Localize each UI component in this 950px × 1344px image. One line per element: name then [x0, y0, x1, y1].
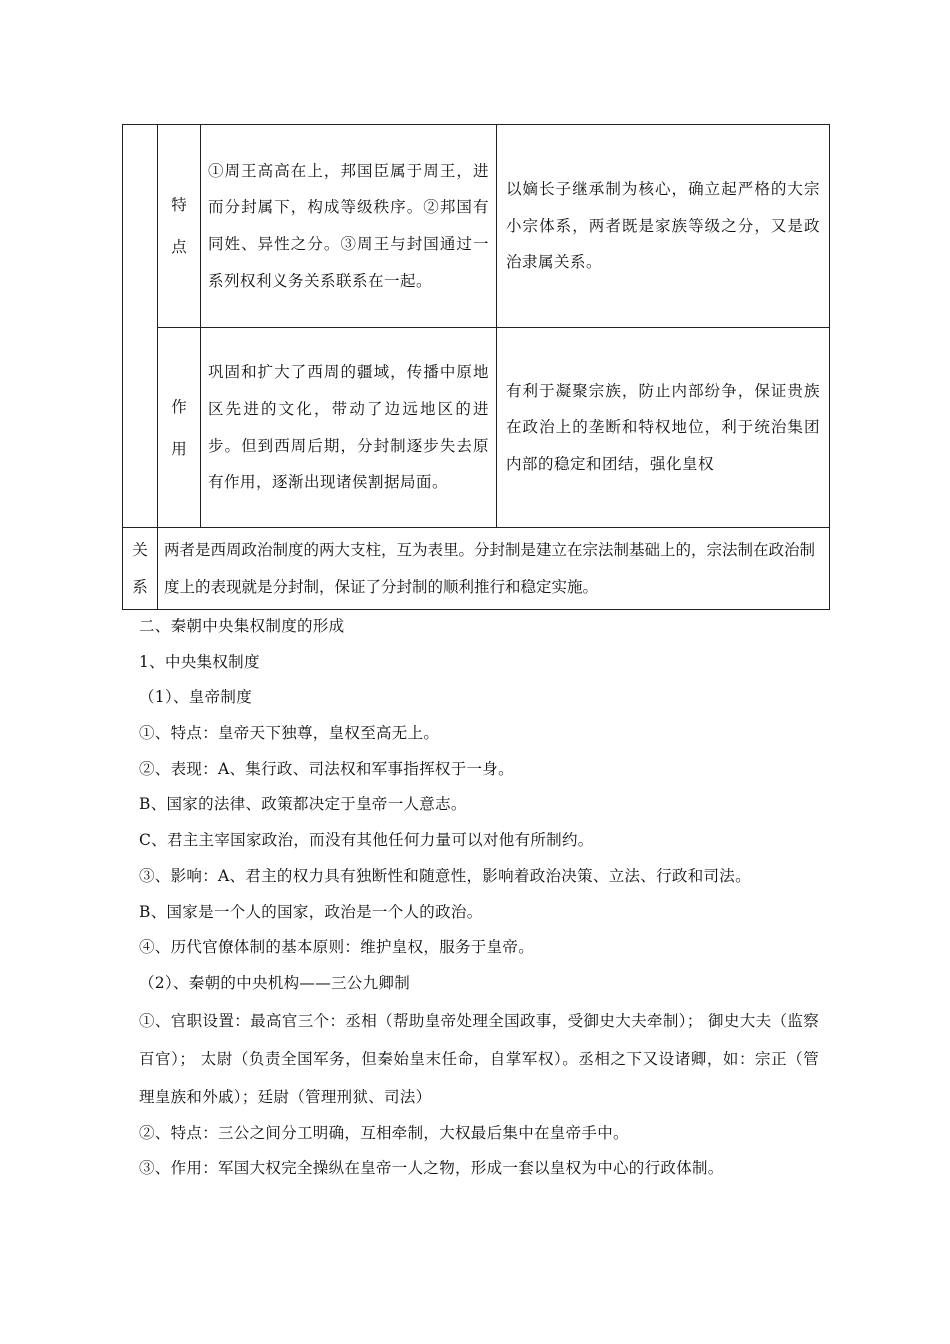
paragraph-influence-a: ③、影响：A、君主的权力具有独断性和随意性，影响着政治决策、立法、行政和司法。	[139, 866, 751, 885]
paragraph-features: ②、特点：三公之间分工明确，互相牵制，大权最后集中在皇帝手中。	[139, 1123, 629, 1142]
paragraph-effect: ③、作用：军国大权完全操纵在皇帝一人之物，形成一套以皇权为中心的行政体制。	[139, 1159, 724, 1178]
relation-label-cell	[123, 528, 158, 610]
fengjian-effect-text: 巩固和扩大了西周的疆域，传播中原地区先进的文化，带动了边远地区的进步。但到西周后期，分封制逐步失去原有作用，逐渐出现诸侯割据局面。	[208, 363, 489, 492]
zongfa-effect-cell	[497, 328, 830, 528]
features-label-cell	[158, 125, 201, 328]
subheading-central-agencies: （2）、秦朝的中央机构——三公九卿制	[139, 973, 411, 992]
relation-text-cell	[158, 528, 830, 610]
subheading-central-system: 1、中央集权制度	[139, 652, 260, 671]
effect-label-char-1: 作	[171, 397, 187, 416]
features-label-char-1: 特	[171, 196, 187, 214]
paragraph-official-setup: ①、官职设置：最高官三个：丞相（帮助皇帝处理全国政事，受御史大夫牵制）； 御史大夫（监察百官）； 太尉（负责全国军务，但秦始皇末任命，自掌军权）。丞相之下又设诸卿，如：宗正（管理皇族和外戚）；廷尉（管理刑狱、司法）	[139, 1011, 819, 1106]
comparison-table	[122, 124, 830, 610]
features-label-char-2: 点	[171, 238, 187, 256]
table-row-effect	[123, 328, 830, 528]
relation-label-char-1: 关	[132, 540, 148, 559]
relation-text: 两者是西周政治制度的两大支柱，互为表里。分封制是建立在宗法制基础上的，宗法制在政治制度上的表现就是分封制，保证了分封制的顺利推行和稳定实施。	[164, 540, 816, 596]
paragraph-principle: ④、历代官僚体制的基本原则：维护皇权，服务于皇帝。	[139, 938, 535, 957]
fengjian-features-cell	[201, 125, 497, 328]
zongfa-effect-text: 有利于凝聚宗族，防止内部纷争，保证贵族在政治上的垄断和特权地位，利于统治集团内部的稳定和团结，强化皇权	[506, 381, 820, 473]
fengjian-features-text: ①周王高高在上，邦国臣属于周王，进而分封属下，构成等级秩序。②邦国有同姓、异性之分。③周王与封国通过一系列权利义务关系联系在一起。	[208, 161, 489, 290]
zongfa-features-text: 以嫡长子继承制为核心，确立起严格的大宗小宗体系，两者既是家族等级之分，又是政治隶属关系。	[506, 180, 820, 272]
paragraph-influence-b: B、国家是一个人的国家，政治是一个人的政治。	[139, 902, 483, 921]
paragraph-manifestation-a: ②、表现：A、集行政、司法权和军事指挥权于一身。	[139, 759, 514, 778]
zongfa-features-cell	[497, 125, 830, 328]
table-row-relation	[123, 528, 830, 610]
section-title: 二、秦朝中央集权制度的形成	[139, 617, 345, 635]
table-empty-left-cell	[123, 125, 158, 528]
body-text	[139, 609, 819, 1187]
effect-label-cell	[158, 328, 201, 528]
table-row-features	[123, 125, 830, 328]
fengjian-effect-cell	[201, 328, 497, 528]
paragraph-manifestation-b: B、国家的法律、政策都决定于皇帝一人意志。	[139, 795, 467, 814]
paragraph-manifestation-c: C、君主主宰国家政治，而没有其他任何力量可以对他有所制约。	[139, 831, 594, 850]
relation-label-char-2: 系	[132, 577, 148, 596]
effect-label-char-2: 用	[171, 439, 187, 458]
subheading-emperor-system: （1）、皇帝制度	[139, 688, 253, 707]
paragraph-characteristics: ①、特点：皇帝天下独尊，皇权至高无上。	[139, 724, 440, 743]
